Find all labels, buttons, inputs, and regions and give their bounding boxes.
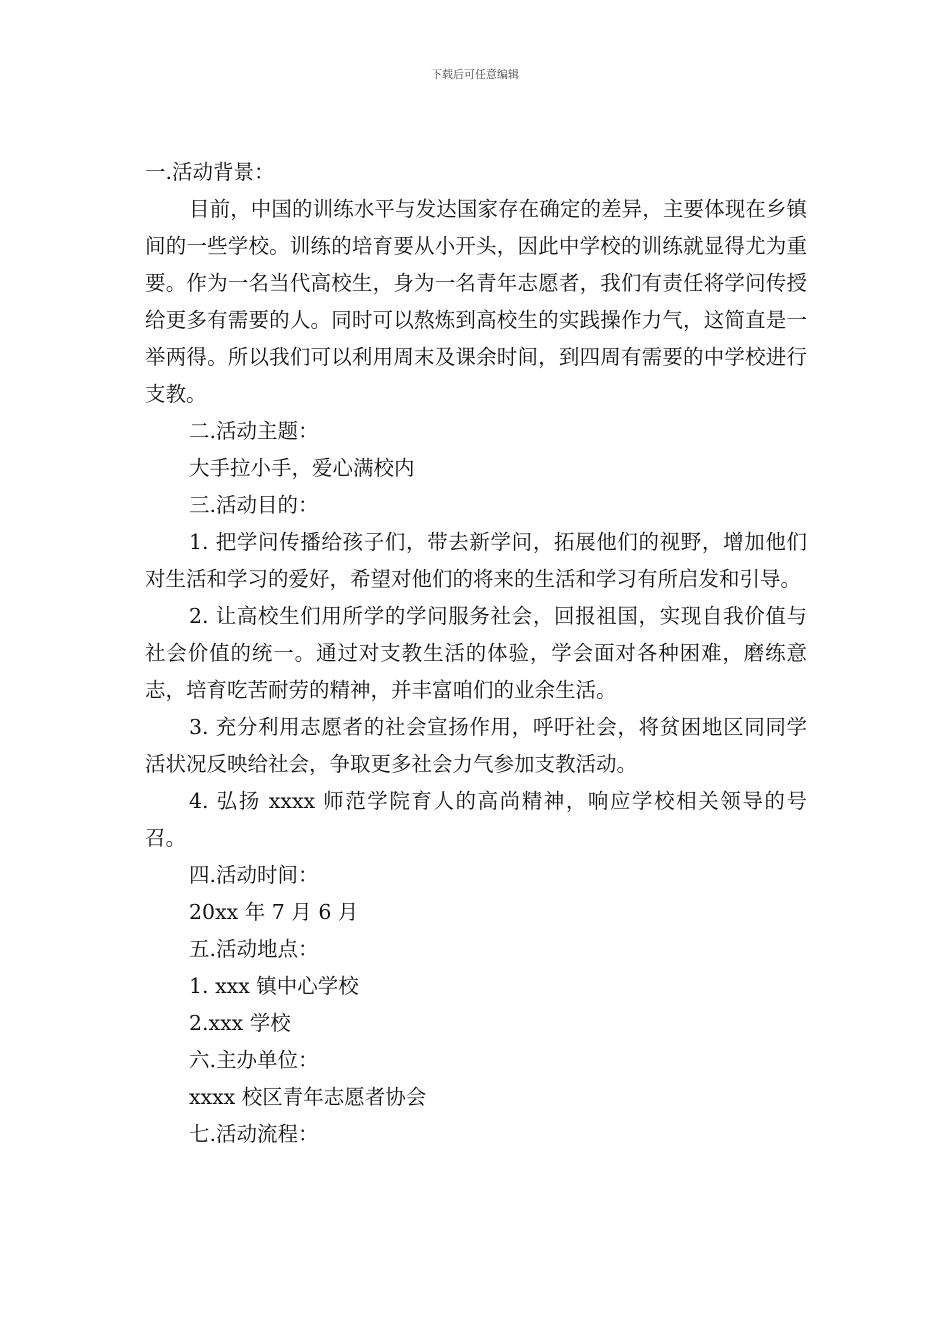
section-3-item-2: 2. 让高校生们用所学的学问服务社会，回报祖国，实现自我价值与社会价值的统一。通过对支教生活的体验，学会面对各种困难，磨练意志，培育吃苦耐劳的精神，并丰富咱们的业余生活。 (145, 604, 807, 702)
section-3-item-3: 3. 充分利用志愿者的社会宣扬作用，呼吁社会，将贫困地区同同学活状况反映给社会，争取更多社会力气参加支教活动。 (145, 715, 807, 776)
section-3-item-4: 4. 弘扬 xxxx 师范学院育人的高尚精神，响应学校相关领导的号召。 (145, 789, 807, 850)
section-6-body: xxxx 校区青年志愿者协会 (189, 1085, 427, 1109)
section-4-body: 20xx 年 7 月 6 月 (189, 900, 359, 924)
section-3-item-1: 1. 把学问传播给孩子们，带去新学问，拓展他们的视野，增加他们对生活和学习的爱好，希望对他们的将来的生活和学习有所启发和引导。 (145, 530, 807, 591)
section-5-item-2: 2.xxx 学校 (189, 1011, 291, 1035)
document-body (145, 154, 807, 1153)
section-5-item-1: 1. xxx 镇中心学校 (189, 974, 359, 998)
section-1-title: 一.活动背景： (145, 160, 275, 184)
section-6-title: 六.主办单位： (189, 1048, 319, 1072)
section-4-title: 四.活动时间： (189, 863, 319, 887)
section-1-body: 目前，中国的训练水平与发达国家存在确定的差异，主要体现在乡镇间的一些学校。训练的培育要从小开头，因此中学校的训练就显得尤为重要。作为一名当代高校生，身为一名青年志愿者，我们有责任将学问传授给更多有需要的人。同时可以熬炼到高校生的实践操作力气，这简直是一举两得。所以我们可以利用周末及课余时间，到四周有需要的中学校进行支教。 (145, 197, 807, 406)
section-7-title: 七.活动流程： (189, 1122, 319, 1146)
section-5-title: 五.活动地点： (189, 937, 319, 961)
section-2-title: 二.活动主题： (189, 419, 319, 443)
section-3-title: 三.活动目的： (189, 493, 319, 517)
page-header: 下载后可任意编辑 (431, 68, 519, 81)
section-2-body: 大手拉小手，爱心满校内 (189, 456, 415, 480)
